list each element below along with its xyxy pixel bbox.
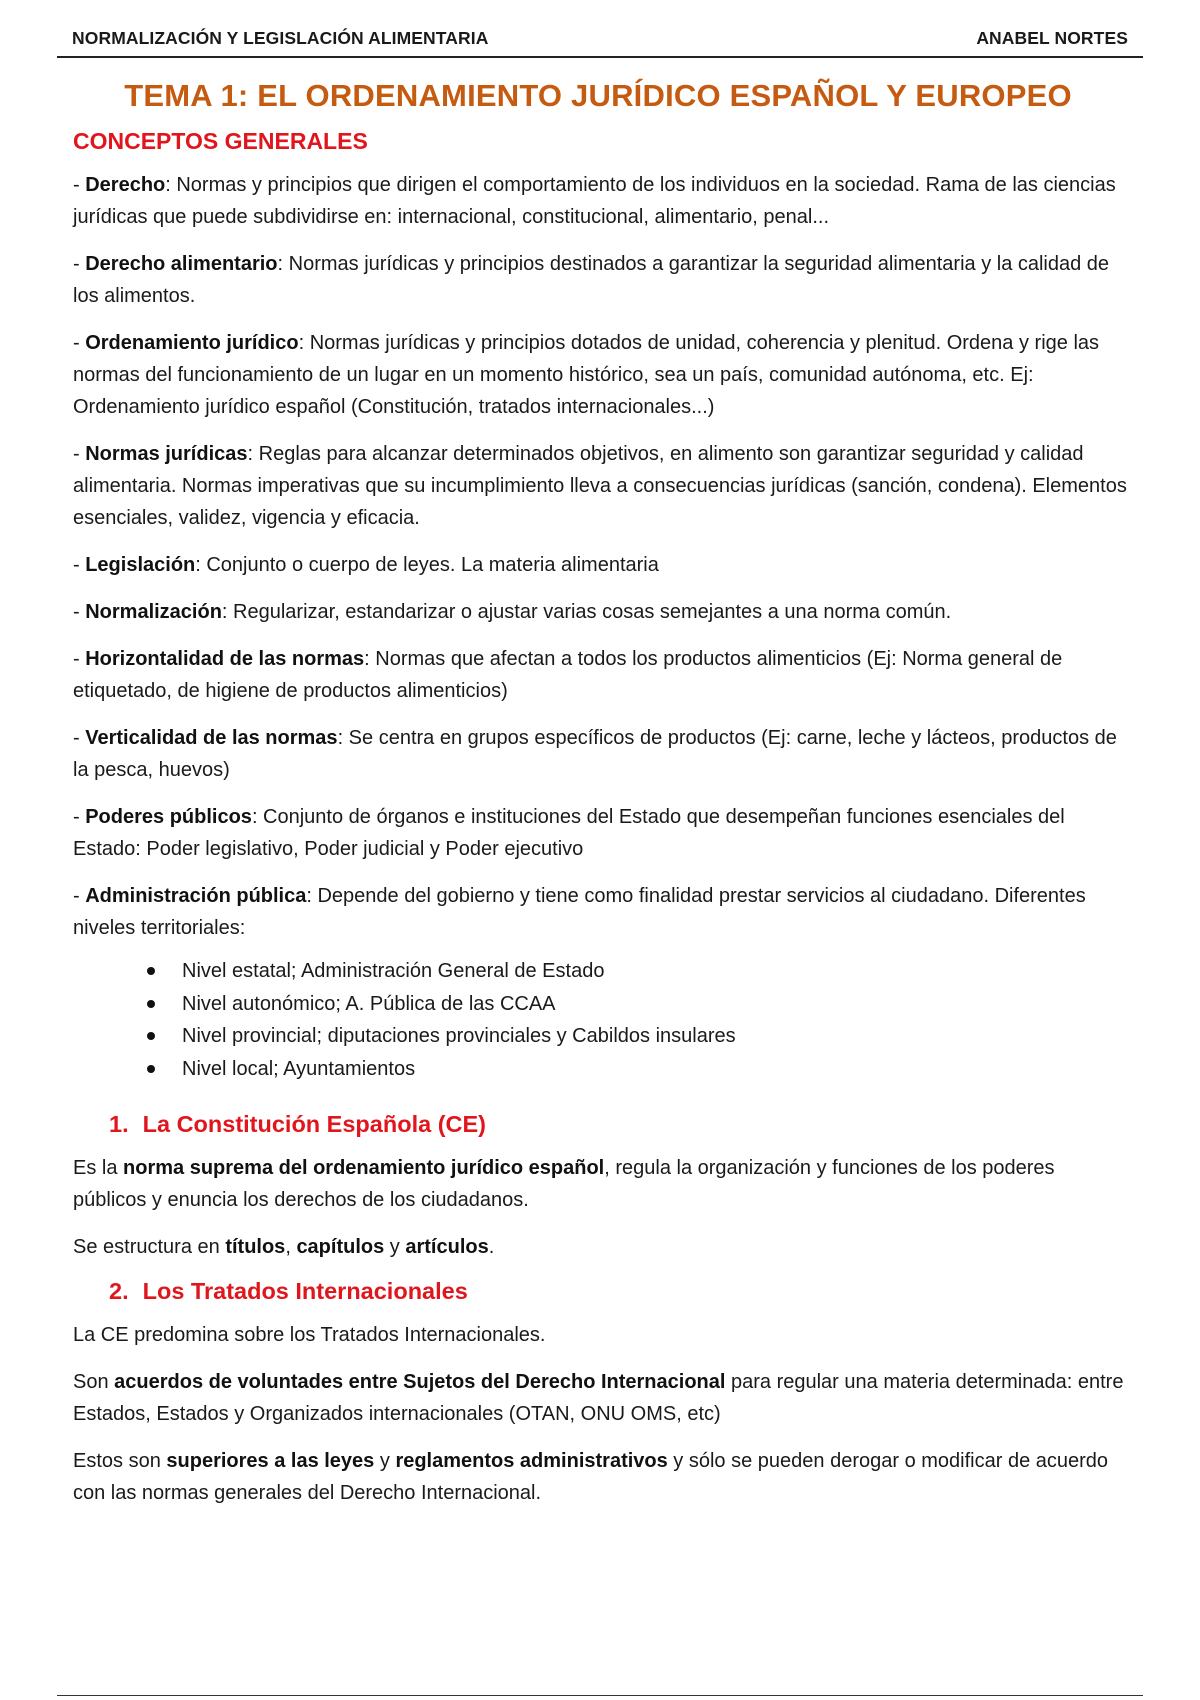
constitucion-paragraph-1: Es la norma suprema del ordenamiento jurídico español, regula la organización y funciones de los poderes públicos y enuncia los derechos de los ciudadanos. (73, 1157, 1055, 1211)
definition-normas-juridicas: - Normas jurídicas: Reglas para alcanzar determinados objetivos, en alimento son garantizar seguridad y calidad alimentaria. Normas imperativas que su incumplimiento lleva a consecuencias jurídicas (sanción, condena). Elementos esenciales, validez, vigencia y eficacia. (73, 443, 1127, 529)
territorial-levels-list (73, 955, 1133, 1085)
document-title: TEMA 1: EL ORDENAMIENTO JURÍDICO ESPAÑOL Y EUROPEO (124, 78, 1072, 113)
term: Derecho alimentario (85, 253, 278, 275)
definition-administracion-publica: - Administración pública: Depende del gobierno y tiene como finalidad prestar servicios al ciudadano. Diferentes niveles territoriales: (73, 885, 1086, 939)
definition-derecho: - Derecho: Normas y principios que dirigen el comportamiento de los individuos en la sociedad. Rama de las ciencias jurídicas que puede subdividirse en: internacional, constitucional, alimentario, penal... (73, 174, 1116, 228)
section-heading-tratados: 2. Los Tratados Internacionales (109, 1278, 468, 1304)
tratados-paragraph-2: Son acuerdos de voluntades entre Sujetos del Derecho Internacional para regular una materia determinada: entre Estados, Estados y Organizados internacionales (OTAN, ONU OMS, etc) (73, 1371, 1124, 1425)
section-heading-general: CONCEPTOS GENERALES (73, 128, 368, 154)
definition-derecho-alimentario: - Derecho alimentario: Normas jurídicas y principios destinados a garantizar la seguridad alimentaria y la calidad de los alimentos. (73, 253, 1110, 307)
definition-horizontalidad: - Horizontalidad de las normas: Normas que afectan a todos los productos alimenticios (Ej: Norma general de etiquetado, de higiene de productos alimenticios) (73, 648, 1063, 702)
tratados-paragraph-3: Estos son superiores a las leyes y reglamentos administrativos y sólo se pueden derogar o modificar de acuerdo con las normas generales del Derecho Internacional. (73, 1450, 1109, 1504)
definition-poderes-publicos: - Poderes públicos: Conjunto de órganos e instituciones del Estado que desempeñan funciones esenciales del Estado: Poder legislativo, Poder judicial y Poder ejecutivo (73, 806, 1065, 860)
definition-ordenamiento-juridico: - Ordenamiento jurídico: Normas jurídicas y principios dotados de unidad, coherencia y plenitud. Ordena y rige las normas del funcionamiento de un lugar en un momento histórico, sea un país, comunidad autónoma, etc. Ej: Ordenamiento jurídico español (Constitución, tratados internacionales...) (73, 332, 1100, 418)
term: Normas jurídicas (85, 443, 248, 465)
bullet-icon (147, 1000, 155, 1008)
definition-verticalidad: - Verticalidad de las normas: Se centra en grupos específicos de productos (Ej: carne, leche y lácteos, productos de la pesca, huevos) (73, 727, 1117, 781)
term: Horizontalidad de las normas (85, 648, 365, 670)
header-author: ANABEL NORTES (976, 27, 1128, 48)
header-course-title: NORMALIZACIÓN Y LEGISLACIÓN ALIMENTARIA (72, 27, 489, 48)
list-item: Nivel autonómico; A. Pública de las CCAA (147, 988, 1133, 1021)
bullet-icon (147, 967, 155, 975)
bullet-icon (147, 1032, 155, 1040)
definition-normalizacion: - Normalización: Regularizar, estandarizar o ajustar varias cosas semejantes a una norma común. (73, 601, 952, 623)
term: Legislación (85, 554, 196, 576)
term: Administración pública (85, 885, 307, 907)
section-heading-constitucion: 1. La Constitución Española (CE) (109, 1111, 486, 1137)
list-item: Nivel provincial; diputaciones provinciales y Cabildos insulares (147, 1020, 1133, 1053)
bullet-icon (147, 1065, 155, 1073)
tratados-paragraph-1: La CE predomina sobre los Tratados Internacionales. (73, 1324, 546, 1346)
term: Derecho (85, 174, 166, 196)
term: Normalización (85, 601, 222, 623)
page-header (57, 20, 1143, 58)
constitucion-paragraph-2: Se estructura en títulos, capítulos y artículos. (73, 1236, 495, 1258)
list-item: Nivel estatal; Administración General de Estado (147, 955, 1133, 988)
term: Poderes públicos (85, 806, 252, 828)
footer-divider (57, 1695, 1143, 1696)
term: Ordenamiento jurídico (85, 332, 299, 354)
term: Verticalidad de las normas (85, 727, 338, 749)
list-item: Nivel local; Ayuntamientos (147, 1053, 1133, 1086)
page-content (73, 72, 1133, 1524)
definition-legislacion: - Legislación: Conjunto o cuerpo de leyes. La materia alimentaria (73, 554, 659, 576)
